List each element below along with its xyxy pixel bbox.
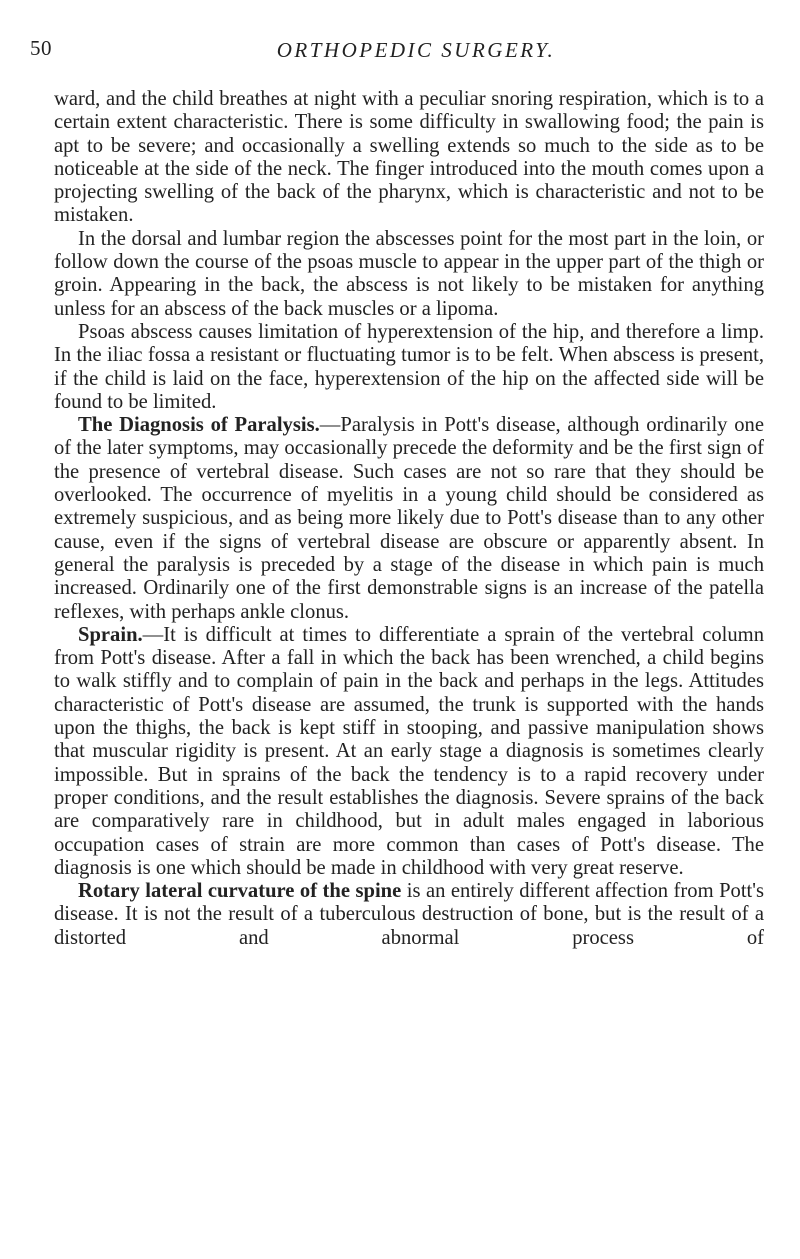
paragraph-lead: The Diagnosis of Paralysis. (78, 414, 320, 437)
paragraph-text: Psoas abscess causes limitation of hyperextension of the hip, and therefore a limp. In the iliac fossa a resistant or fluctuating tumor is to be felt. When abscess is present, if the child is laid on the face, hyperextension of the hip on the affected side will be found to be limited. (54, 320, 764, 413)
paragraph-text: ward, and the child breathes at night with a peculiar snoring respiration, which is to a certain extent characteristic. There is some difficulty in swallowing food; the pain is apt to be severe; and occasionally a swelling extends so much to the side as to be noticeable at the side of the neck. The finger introduced into the mouth comes upon a projecting swelling of the back of the pharynx, which is characteristic and not to be mistaken. (54, 88, 764, 227)
running-head: ORTHOPEDIC SURGERY. (276, 38, 556, 62)
paragraph-text: —It is difficult at times to differentiate a sprain of the vertebral column from Pott's disease. After a fall in which the back has been wrenched, a child begins to walk stiffly and to complain of pain in the back and perhaps in the legs. Attitudes characteristic of Pott's disease are assumed, the trunk is supported with the hands upon the thighs, the back is kept stiff in stooping, and passive manipulation shows that muscular rigidity is present. At an early stage a diagnosis is sometimes clearly impossible. But in sprains of the back the tendency is to a rapid recovery under proper conditions, and the result establishes the diagnosis. Severe sprains of the back are comparatively rare in childhood, but in adult males engaged in laborious occupation cases of strain are more common than cases of Pott's disease. The diagnosis is one which should be made in childhood with very great reserve. (54, 623, 764, 879)
body-text (54, 88, 764, 973)
paragraph-rotary-curvature (54, 880, 764, 973)
paragraph-text: In the dorsal and lumbar region the abscesses point for the most part in the loin, or follow down the course of the psoas muscle to appear in the upper part of the thigh or groin. Appearing in the back, the abscess is not likely to be mistaken for anything unless for an abscess of the back muscles or a lipoma. (54, 227, 764, 320)
page-number: 50 (30, 36, 52, 60)
paragraph-diagnosis-paralysis (54, 414, 764, 624)
paragraph-text: is an entirely different affection from Pott's disease. It is not the result of a tuberculous destruction of bone, but is the result of a distorted and abnormal process of (54, 880, 764, 949)
paragraph-dorsal-lumbar (54, 228, 764, 321)
paragraph-sprain (54, 624, 764, 880)
paragraph-pharynx (54, 88, 764, 228)
paragraph-lead: Sprain. (78, 623, 143, 646)
paragraph-text: —Paralysis in Pott's disease, although ordinarily one of the later symptoms, may occasionally precede the deformity and be the first sign of the presence of vertebral disease. Such cases are not so rare that they should be overlooked. The occurrence of myelitis in a young child should be considered as extremely suspicious, and as being more likely due to Pott's disease than to any other cause, even if the signs of vertebral disease are obscure or apparently absent. In general the paralysis is preceded by a stage of the disease in which pain is much increased. Ordinarily one of the first demonstrable signs is an increase of the patella reflexes, with perhaps ankle clonus. (54, 414, 764, 623)
paragraph-psoas-abscess (54, 321, 764, 414)
paragraph-lead: Rotary lateral curvature of the spine (78, 880, 402, 903)
